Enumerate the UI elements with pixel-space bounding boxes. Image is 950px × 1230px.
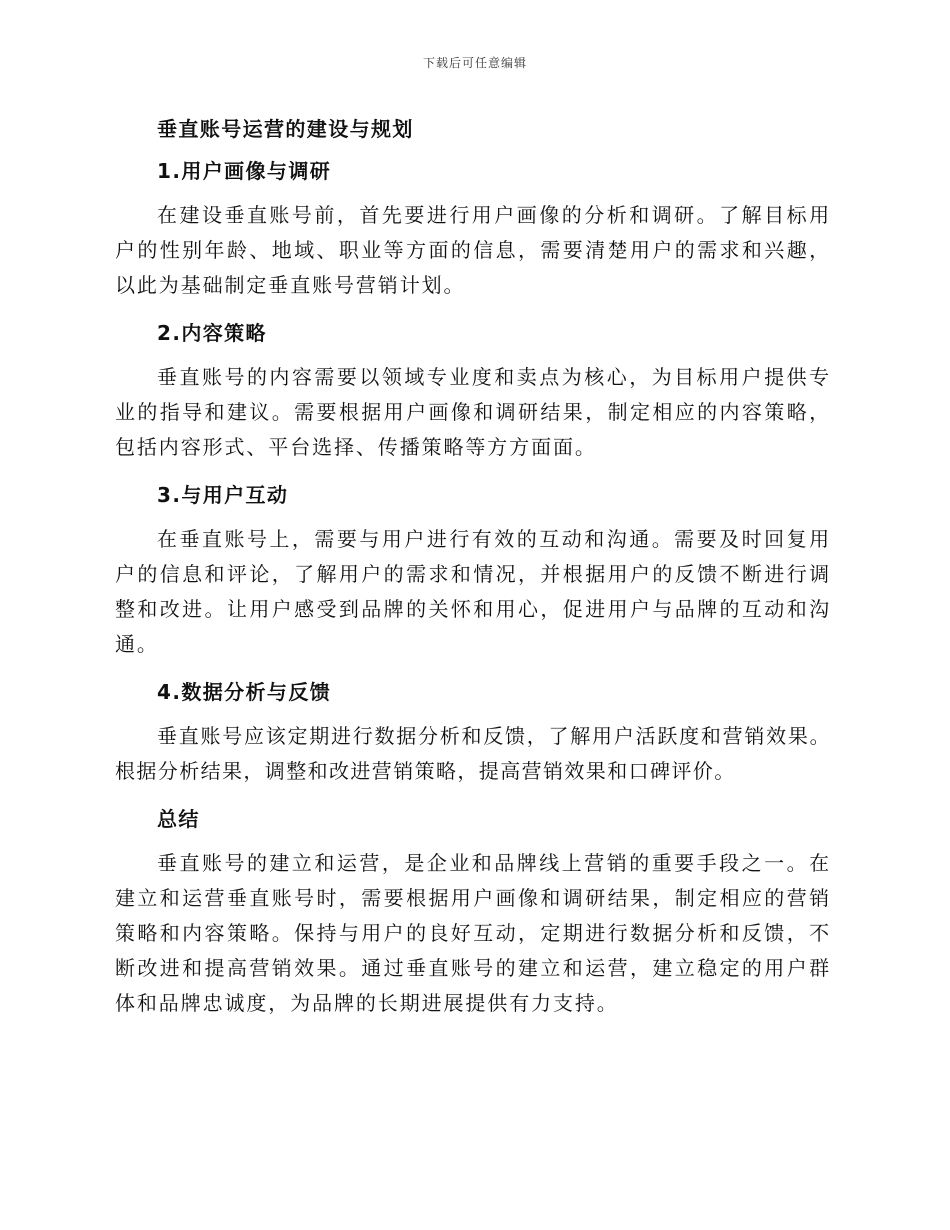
section-body-user-interaction: 在垂直账号上，需要与用户进行有效的互动和沟通。需要及时回复用户的信息和评论，了解用户的需求和情况，并根据用户的反馈不断进行调整和改进。让用户感受到品牌的关怀和用心，促进用户与品牌的互动和沟通。 xyxy=(115,527,831,656)
header-note: 下载后可任意编辑 xyxy=(422,56,527,70)
section-heading-user-interaction: 3.与用户互动 xyxy=(157,483,289,507)
document-body xyxy=(115,110,831,1032)
document-title: 垂直账号运营的建设与规划 xyxy=(157,117,414,141)
section-body-content-strategy: 垂直账号的内容需要以领域专业度和卖点为核心，为目标用户提供专业的指导和建议。需要根据用户画像和调研结果，制定相应的内容策略，包括内容形式、平台选择、传播策略等方方面面。 xyxy=(115,365,831,459)
section-body-summary: 垂直账号的建立和运营，是企业和品牌线上营销的重要手段之一。在建立和运营垂直账号时，需要根据用户画像和调研结果，制定相应的营销策略和内容策略。保持与用户的良好互动，定期进行数据分析和反馈，不断改进和提高营销效果。通过垂直账号的建立和运营，建立稳定的用户群体和品牌忠诚度，为品牌的长期进展提供有力支持。 xyxy=(115,851,831,1015)
section-body-data-analysis: 垂直账号应该定期进行数据分析和反馈，了解用户活跃度和营销效果。根据分析结果，调整和改进营销策略，提高营销效果和口碑评价。 xyxy=(115,724,831,783)
section-heading-content-strategy: 2.内容策略 xyxy=(157,321,267,345)
section-heading-summary: 总结 xyxy=(157,807,200,831)
section-heading-data-analysis: 4.数据分析与反馈 xyxy=(157,680,332,704)
section-body-user-profile: 在建设垂直账号前，首先要进行用户画像的分析和调研。了解目标用户的性别年龄、地域、职业等方面的信息，需要清楚用户的需求和兴趣，以此为基础制定垂直账号营销计划。 xyxy=(115,203,831,297)
section-heading-user-profile: 1.用户画像与调研 xyxy=(157,159,332,183)
